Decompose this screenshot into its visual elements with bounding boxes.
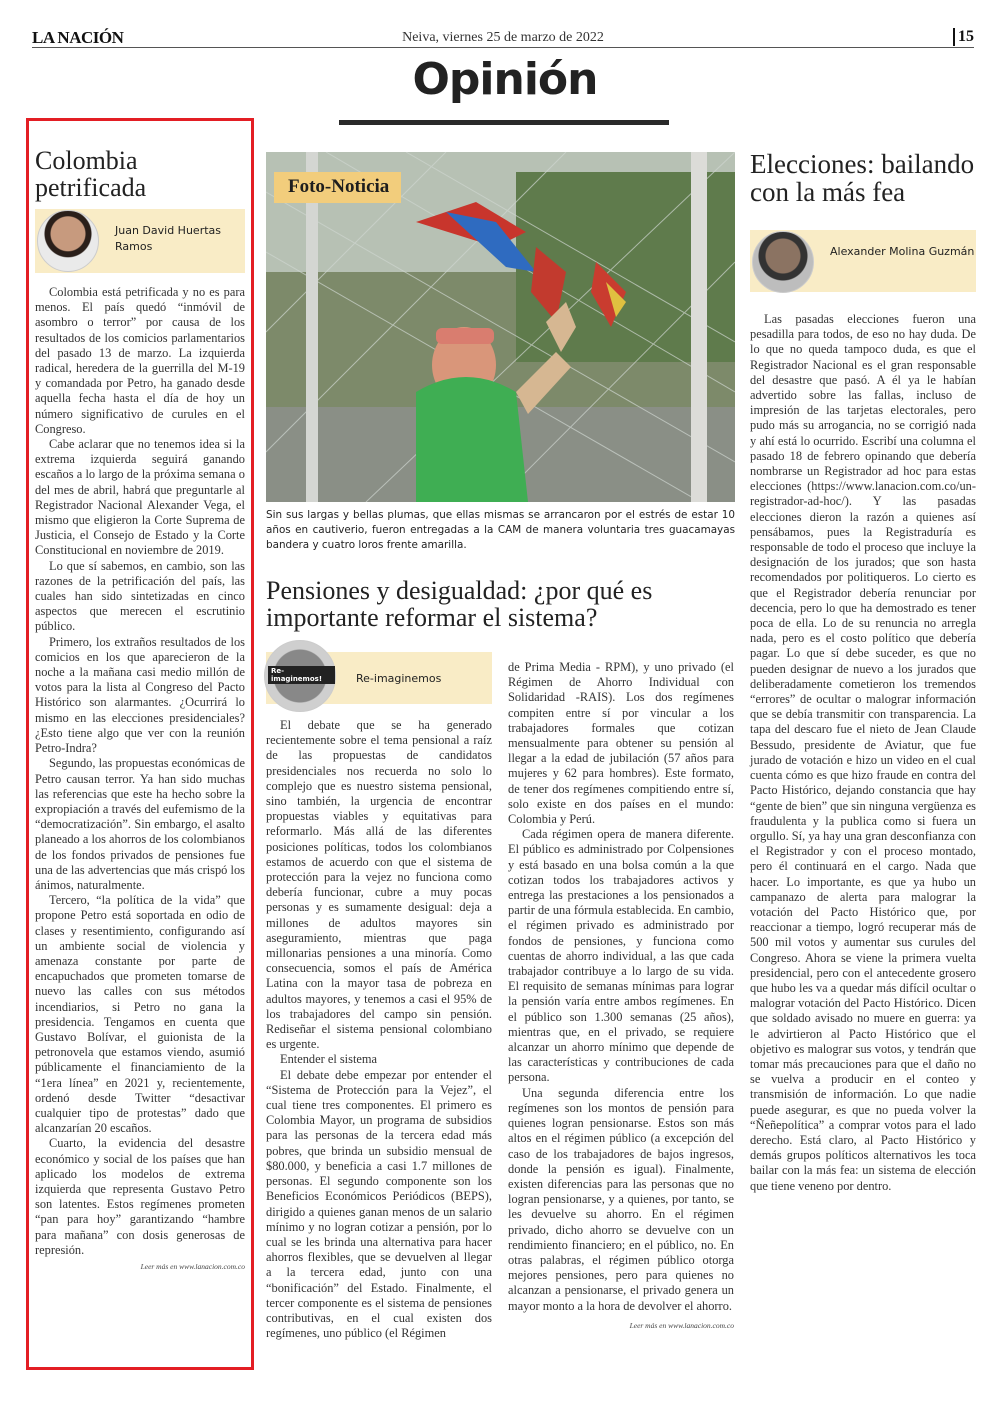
group-logo-text: Re-imaginemos! — [268, 666, 335, 684]
right-article-body — [750, 312, 976, 1194]
paragraph: Primero, los extraños resultados de los comicios en los que aparecieron de la noche a la mañana casi medio millón de votos para la lista al Congreso del Pacto Histórico son alarmantes. ¿Ocurrirá lo mismo en las elecciones presidenciales? ¿Esto tiene algo que ver con la reunión Petro-Indra? — [35, 634, 245, 756]
masthead — [32, 28, 974, 48]
news-photo — [266, 152, 735, 502]
right-article-byline — [750, 230, 976, 292]
middle-article-column-2 — [508, 660, 734, 1333]
author-photo — [752, 231, 814, 293]
paragraph: Cuarto, la evidencia del desastre económico y social de los países que han aplicado los modelos de extrema izquierda que representa Gustavo Petro son latentes. Estos regímenes prometen “pan para hoy” garantizando “hambre para mañana” con dosis generosas de represión. — [35, 1136, 245, 1257]
paragraph: Una segunda diferencia entre los regímenes son los montos de pensión para quienes logran pensionarse. Estos son más altos en el régimen público (a excepción del caso de los trabajadores de bajos ingresos, donde la pensión es igual). Finalmente, existen diferencias para las personas que no logran pensionarse, y a quienes, por tanto, se les devuelve su ahorro. En el régimen privado, dicho ahorro se devuelve con un rendimiento financiero; en el público, no. En otras palabras, el régimen público otorga mejores pensiones, pero para quienes no alcanzan a pensionarse, el privado genera un mayor monto a la hora de devolver el ahorro. — [508, 1085, 734, 1313]
group-logo — [264, 640, 336, 712]
middle-article-author: Re-imaginemos — [356, 672, 442, 685]
photo-caption: Sin sus largas y bellas plumas, que ellas mismas se arrancaron por el estrés de estar 10 años en cautiverio, fueron entregadas a la CAM de manera voluntaria tres guacamayas bandera y cuatro loros frente amarilla. — [266, 509, 735, 551]
left-article-byline — [35, 209, 245, 273]
read-more-link[interactable]: Leer más en www.lanacion.com.co — [140, 1262, 245, 1271]
paragraph: Cada régimen opera de manera diferente. El público es administrado por Colpensiones y está basado en una bolsa común a la que cotizan todos los trabajadores activos y entrega las prestaciones a los pensionados a partir de una fórmula establecida. En cambio, el régimen privado es administrado por fondos de pensiones, y funciona como cuentas de ahorro individual, a las que cada trabajador contribuye a lo largo de su vida. El requisito de semanas mínimas para lograr la pensión varía entre ambos regímenes. En el público son 1.300 semanas (25 años), mientras que, en el privado, se requiere alcanzar un ahorro mínimo que depende de las características y contribuciones de cada persona. — [508, 827, 734, 1085]
dateline: Neiva, viernes 25 de marzo de 2022 — [402, 30, 604, 45]
subheading: Entender el sistema — [280, 1052, 378, 1067]
right-article-author: Alexander Molina Guzmán — [830, 245, 975, 258]
photo-tag: Foto-Noticia — [274, 172, 401, 203]
section-divider — [339, 120, 669, 125]
middle-article-column-1 — [266, 718, 492, 1341]
section-title: Opinión — [412, 54, 598, 105]
page-number: 15 — [953, 28, 974, 46]
paragraph: Segundo, las propuestas económicas de Petro causan terror. Ya han sido muchas las referencias que este ha hecho sobre la expropiación a través del eufemismo de la “democratización”. Sin embargo, el asalto planeado a los ahorros de los colombianos de los fondos privados de pensiones fue una de las advertencias que más crispó los ánimos, naturalmente. — [35, 756, 245, 892]
paragraph: El debate que se ha generado recientemente sobre el tema pensional a raíz de las propuestas de candidatos presidenciales nos recuerda no solo lo complejo que es nuestro sistema pensional, sino también, la urgencia de encontrar propuestas viables y equitativas para reformarlo. Más allá de las diferentes posiciones políticas, todos los colombianos estamos de acuerdo con que el sistema de protección para la vejez no funciona como debería funcionar, cubre a muy pocas personas y es sumamente desigual: deja a millones de adultos mayores sin aseguramiento, mientras que paga millonarias pensiones a una minoría. Como consecuencia, somos el país de América Latina con la mayor tasa de pobreza en adultos mayores, y tenemos a casi el 95% de los trabajadores del campo sin pensión. Rediseñar el sistema pensional colombiano es urgente. — [266, 718, 492, 1052]
paragraph: Cabe aclarar que no tenemos idea si la extrema izquierda seguirá ganando escaños a lo largo de la próxima semana o del mes de abril, habrá que preguntarle al Registrador Nacional Alexander Vega, el mismo que eligieron la Corte Suprema de Justicia, el Consejo de Estado y la Corte Constitucional en noviembre de 2019. — [35, 437, 245, 558]
paragraph: Tercero, “la política de la vida” que propone Petro está soportada en odio de clases y resentimiento, configurando así un ambiente social de violencia y amenaza constante por parte de encapuchados que prometen tomarse de nuevo las calles con sus métodos incendiarios, si Petro no gana la presidencia. Tengamos en cuenta que Gustavo Bolívar, el guionista de la petronovela que estamos viendo, asumió públicamente el financiamiento de la “1era línea” en 2021 y, recientemente, ordenó desde Twitter “desactivar cualquier tipo de protestas” dado que alcanzarían 20 escaños. — [35, 893, 245, 1136]
right-article-title: Elecciones: bailando con la más fea — [750, 149, 975, 207]
paragraph: Lo que sí sabemos, en cambio, son las razones de la petrificación del país, las cuales han sido sintetizadas en cinco aspectos que merecen el escrutinio público. — [35, 558, 245, 634]
middle-article-title: Pensiones y desigualdad: ¿por qué es importante reformar el sistema? — [266, 576, 653, 632]
left-article-author: Juan David Huertas Ramos — [115, 224, 221, 253]
paragraph: de Prima Media - RPM), y uno privado (el Régimen de Ahorro Individual con Solidaridad -RAIS). Los dos regímenes compiten entre sí por vincular a los trabajadores formales que cotizan mensualmente para obtener su pensión al llegar a la edad de jubilación (57 años para mujeres y 62 para hombres). Este formato, de tener dos regímenes compitiendo entre sí, solo existe en dos países en el mundo: Colombia y Perú. — [508, 660, 734, 827]
paragraph: El debate debe empezar por entender el “Sistema de Protección para la Vejez”, el cual tiene tres componentes. El primero es Colombia Mayor, un programa de subsidios para las personas de la tercera edad más pobres, que brinda un subsidio mensual de $80.000, y beneficia a casi 1.7 millones de personas. El segundo componente son los Beneficios Económicos Periódicos (BEPS), dirigido a quienes ganan menos de un salario mínimo y no logran cotizar a pensión, por lo cual se les brinda una alternativa para hacer ahorros flexibles, que se devuelven al llegar a la tercera edad, junto con una “bonificación” del Estado. Finalmente, el tercer componente es el sistema de pensiones contributivas, en el cual existen dos regímenes, uno público (el Régimen — [266, 1067, 492, 1341]
read-more-link[interactable]: Leer más en www.lanacion.com.co — [629, 1320, 734, 1330]
left-article — [26, 118, 254, 1370]
right-article — [750, 150, 976, 1194]
paragraph: Las pasadas elecciones fueron una pesadilla para todos, de eso no hay duda. De lo que no queda tampoco duda, es que el Registrador Nacional es el gran responsable del desastre que pasó. A él ya le habían advertido sobre las fallas, incluso de impresión de las tarjetas electorales, pero pudo más su arrogancia, no se corrigió nada y ahí está lo ocurrido. Escribí una columna el pasado 18 de febrero opinando que debería nombrarse un Registrador ad hoc para estas elecciones (https://www.lanacion.com.co/un-registrador-ad-hoc/). Y las pasadas elecciones dieron la razón a quienes así pensábamos, pues la Registraduría es responsable de todo el proceso que incluye la designación de los jurados; que son hasta recomendados por politiqueros. Lo cierto es que el Registrador debería renunciar por decencia, pero lo que ha demostrado es tener poca de ella. Lo de su renuncia no arregla nada, pero es el costo político que debería pagar. Lo que sí debe suceder, es que no pueden designar de nuevo a los jurados que deliberadamente cometieron los tremendos “errores” de ocultar o malograr información que se debía transmitir con transparencia. La tapa del descaro fue el nieto de Jean Claude Bessudo, presidente de Aviatur, que fue jurado de votación e hizo un video en el cual cuenta cómo es que hizo fraude en contra del Pacto Histórico, dejando constancia que hay “gente de bien” que sin ninguna vergüenza es fraudulenta y la publica como si fuera un orgullo. Sí, ya hay una gran desconfianza con el Registrador y con el proceso montado, pero él continuará en el cargo. Nada que hacer. Lo importante, es que ya hubo un campanazo de alerta para malograr la votación del Pacto Histórico que, por reaccionar a tiempo, logró recuperar más de 500 mil votos y aumentar sus curules del Congreso. Ahora se viene la primera vuelta presidencial, pero con el antecedente grosero que hubo les va a quedar más difícil ocultar o malograr votación del Pacto Histórico. Dicen que soldado avisado no muere en guerra: ya le advirtieron al Pacto Histórico que el objetivo es malograr sus votos, y tendrán que tomar más precauciones para que el daño no se vuelva a producir en el conteo y transmisión de información. Lo que nadie puede asegurar, es que no pueda volver la “Ñeñepolítica” a comprar votos para el lado derecho. Está claro, al Pacto Histórico y demás grupos políticos alternativos les toca bailar con la más fea: un sistema de elección que tiene veneno por dentro. — [750, 312, 976, 1193]
left-article-title: Colombia petrificada — [35, 146, 147, 202]
author-photo — [37, 210, 99, 272]
newspaper-logo: LA NACIÓN — [32, 28, 124, 47]
photo-illustration — [266, 152, 735, 502]
middle-article-byline — [266, 652, 492, 704]
paragraph: Colombia está petrificada y no es para menos. El país quedó “inmóvil de asombro o terror” por causa de los resultados de los comicios parlamentarios del pasado 13 de marzo. La izquierda radical, heredera de la guerrilla del M-19 y comandada por Petro, ha ganado desde aquella fecha hasta el día de hoy un número significativo de curules en el Congreso. — [35, 285, 245, 436]
left-article-body — [35, 285, 245, 1258]
